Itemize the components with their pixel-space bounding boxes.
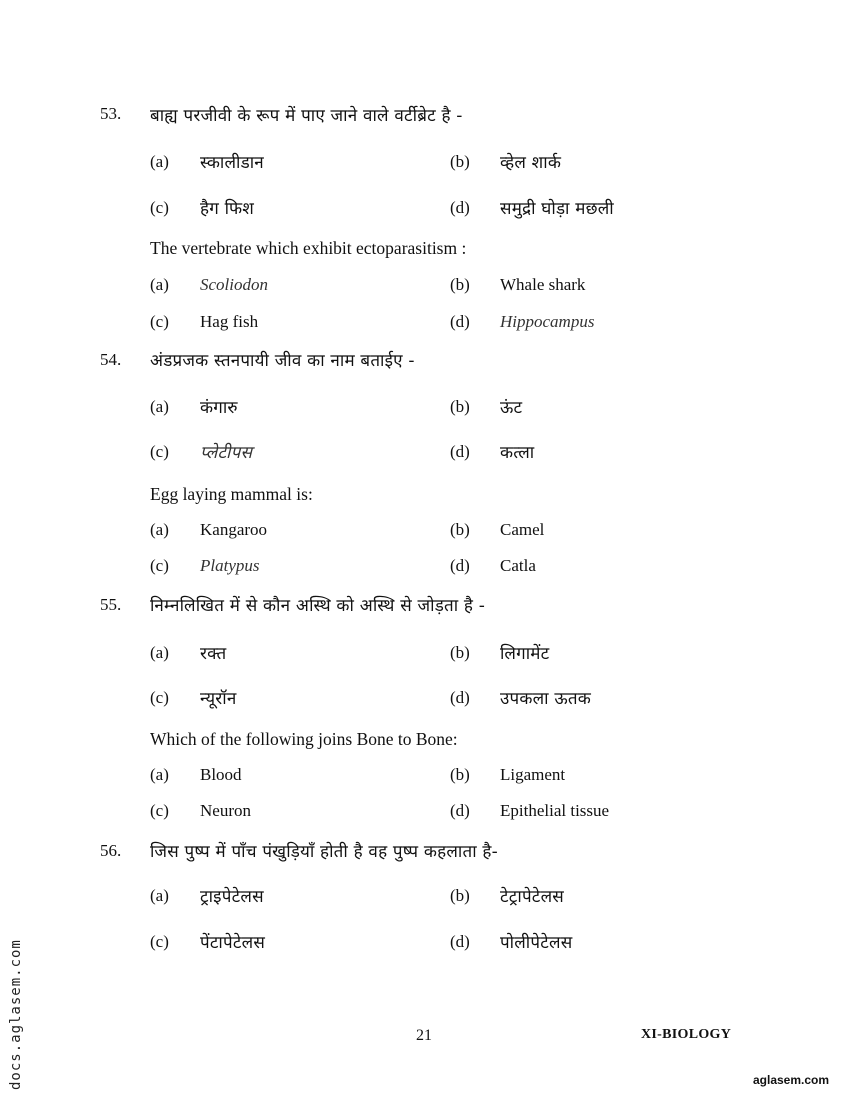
question-number: 56. [100,841,122,860]
option-label: (b) [450,886,470,905]
question-text-english: Egg laying mammal is: [150,484,313,504]
option-text: टेट्रापेटेलस [500,887,564,907]
option-label: (d) [450,198,470,217]
option-text: न्यूरॉन [200,689,237,709]
option-label: (d) [450,688,470,707]
option-text: Hag fish [200,312,259,331]
site-link[interactable]: aglasem.com [753,1073,830,1087]
option-label: (c) [150,556,169,575]
option-text: उपकला ऊतक [500,689,592,709]
option-text: Neuron [200,801,251,820]
option-label: (b) [450,275,470,294]
option-text: Epithelial tissue [500,801,610,820]
option-label: (a) [150,886,169,905]
option-label: (a) [150,152,169,171]
option-text: ऊंट [500,398,523,418]
option-text: Blood [200,765,242,784]
option-label: (c) [150,442,169,461]
option-text: Ligament [500,765,566,784]
question-text-hindi: बाह्य परजीवी के रूप में पाए जाने वाले वर्टीब्रेट है - [150,106,463,126]
option-label: (c) [150,932,169,951]
option-label: (b) [450,643,470,662]
option-text: ट्राइपेटेलस [200,887,264,907]
option-text: कत्ला [500,443,535,463]
question-text-english: Which of the following joins Bone to Bone: [150,729,458,749]
option-text: प्लेटीपस [200,443,253,463]
option-label: (c) [150,312,169,331]
question-text-hindi: जिस पुष्प में पाँच पंखुड़ियाँ होती है वह पुष्प कहलाता है- [150,842,498,862]
option-label: (d) [450,932,470,951]
option-text: समुद्री घोड़ा मछली [500,199,614,219]
option-label: (a) [150,397,169,416]
option-text: Scoliodon [200,275,268,294]
option-label: (d) [450,556,470,575]
option-label: (d) [450,442,470,461]
question-text-english: The vertebrate which exhibit ectoparasitism : [150,238,467,258]
question-text-hindi: अंडप्रजक स्तनपायी जीव का नाम बताईए - [150,351,415,371]
question-number: 53. [100,104,122,123]
option-label: (c) [150,801,169,820]
option-label: (b) [450,520,470,539]
option-text: Camel [500,520,545,539]
option-text: व्हेल शार्क [500,153,562,173]
option-label: (d) [450,312,470,331]
page-number: 21 [416,1027,432,1044]
option-text: पोलीपेटेलस [500,933,573,953]
option-text: कंगारु [200,398,238,418]
option-text: Catla [500,556,536,575]
option-label: (b) [450,397,470,416]
option-label: (d) [450,801,470,820]
option-text: Kangaroo [200,520,268,539]
question-text-hindi: निम्नलिखित में से कौन अस्थि को अस्थि से जोड़ता है - [150,596,486,616]
option-text: हैग फिश [200,199,255,219]
option-text: स्कालीडान [200,153,264,173]
subject-label: XI-BIOLOGY [641,1027,732,1042]
side-watermark: docs.aglasem.com [8,939,24,1090]
option-label: (b) [450,765,470,784]
option-label: (a) [150,275,169,294]
option-label: (a) [150,765,169,784]
option-text: Platypus [200,556,260,575]
option-text: Hippocampus [500,312,595,331]
option-text: रक्त [200,644,227,664]
option-text: Whale shark [500,275,586,294]
option-text: पेंटापेटेलस [200,933,266,953]
option-label: (c) [150,688,169,707]
question-number: 55. [100,595,122,614]
option-label: (a) [150,520,169,539]
option-label: (c) [150,198,169,217]
option-label: (a) [150,643,169,662]
option-text: लिगामेंट [500,644,550,664]
question-number: 54. [100,350,122,369]
option-label: (b) [450,152,470,171]
